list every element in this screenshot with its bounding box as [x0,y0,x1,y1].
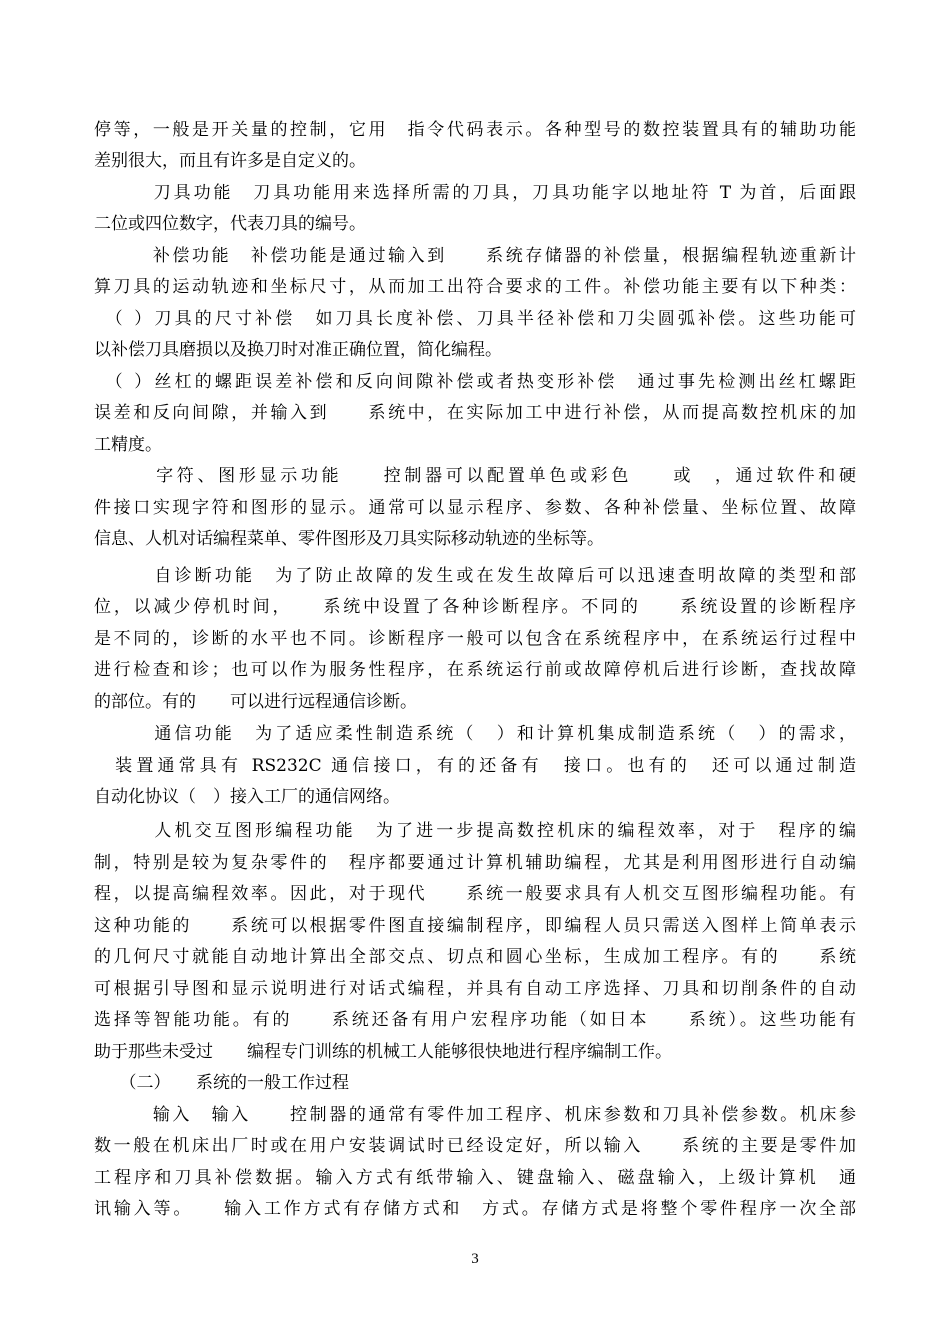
text-line: 二位或四位数字，代表刀具的编号。 [94,214,366,234]
text-line: 位，以减少停机时间， 系统中设置了各种诊断程序。不同的 系统设置的诊断程序 [94,597,856,617]
text-line: 以补偿刀具磨损以及换刀时对准正确位置，简化编程。 [94,340,502,360]
text-line: 工程序和刀具补偿数据。输入方式有纸带输入、键盘输入、磁盘输入，上级计算机 通 [94,1168,856,1188]
text-line: 选择等智能功能。有的 系统还备有用户宏程序功能（如日本 系统）。这些功能有 [94,1010,856,1030]
text-line: 是不同的，诊断的水平也不同。诊断程序一般可以包含在系统程序中，在系统运行过程中 [94,629,856,649]
text-line: 装置通常具有 RS232C 通信接口，有的还备有 接口。也有的 还可以通过制造 [94,756,856,776]
text-line: 补偿功能 补偿功能是通过输入到 系统存储器的补偿量，根据编程轨迹重新计 [94,246,856,266]
text-line: 算刀具的运动轨迹和坐标尺寸，从而加工出符合要求的工件。补偿功能主要有以下种类： [94,277,856,297]
text-line: 信息、人机对话编程菜单、零件图形及刀具实际移动轨迹的坐标等。 [94,529,604,549]
text-line: 误差和反向间隙，并输入到 系统中，在实际加工中进行补偿，从而提高数控机床的加 [94,403,856,423]
text-line: 自动化协议（ ）接入工厂的通信网络。 [94,787,400,807]
text-line: 通信功能 为了适应柔性制造系统（ ）和计算机集成制造系统（ ）的需求， [94,724,856,744]
text-line: 可根据引导图和显示说明进行对话式编程，并具有自动工序选择、刀具和切削条件的自动 [94,979,856,999]
text-line: （ ）刀具的尺寸补偿 如刀具长度补偿、刀具半径补偿和刀尖圆弧补偿。这些功能可 [94,309,856,329]
text-line: 进行检查和诊；也可以作为服务性程序，在系统运行前或故障停机后进行诊断，查找故障 [94,660,856,680]
text-line: 的部位。有的 可以进行远程通信诊断。 [94,692,417,712]
section-heading: （二） 系统的一般工作过程 [94,1073,349,1093]
text-line: 输入 输入 控制器的通常有零件加工程序、机床参数和刀具补偿参数。机床参 [94,1105,856,1125]
text-line: 的几何尺寸就能自动地计算出全部交点、切点和圆心坐标，生成加工程序。有的 系统 [94,947,856,967]
text-line: 制，特别是较为复杂零件的 程序都要通过计算机辅助编程，尤其是利用图形进行自动编 [94,853,856,873]
text-line: 数一般在机床出厂时或在用户安装调试时已经设定好，所以输入 系统的主要是零件加 [94,1136,856,1156]
text-line: 程，以提高编程效率。因此，对于现代 系统一般要求具有人机交互图形编程功能。有 [94,884,856,904]
text-line: 差别很大，而且有许多是自定义的。 [94,151,366,171]
text-line: 讯输入等。 输入工作方式有存储方式和 方式。存储方式是将整个零件程序一次全部 [94,1199,856,1219]
text-line: 人机交互图形编程功能 为了进一步提高数控机床的编程效率，对于 程序的编 [94,821,856,841]
text-line: （ ）丝杠的螺距误差补偿和反向间隙补偿或者热变形补偿 通过事先检测出丝杠螺距 [94,372,856,392]
text-line: 刀具功能 刀具功能用来选择所需的刀具，刀具功能字以地址符 T 为首，后面跟 [94,183,856,203]
text-line: 件接口实现字符和图形的显示。通常可以显示程序、参数、各种补偿量、坐标位置、故障 [94,498,856,518]
text-line: 工精度。 [94,435,162,455]
text-line: 这种功能的 系统可以根据零件图直接编制程序，即编程人员只需送入图样上简单表示 [94,916,856,936]
text-line: 停等，一般是开关量的控制，它用 指令代码表示。各种型号的数控装置具有的辅助功能 [94,120,856,140]
text-line: 字符、图形显示功能 控制器可以配置单色或彩色 或 ，通过软件和硬 [94,466,856,486]
text-line: 自诊断功能 为了防止故障的发生或在发生故障后可以迅速查明故障的类型和部 [94,566,856,586]
text-line: 助于那些未受过 编程专门训练的机械工人能够很快地进行程序编制工作。 [94,1042,672,1062]
page-number: 3 [471,1251,479,1267]
